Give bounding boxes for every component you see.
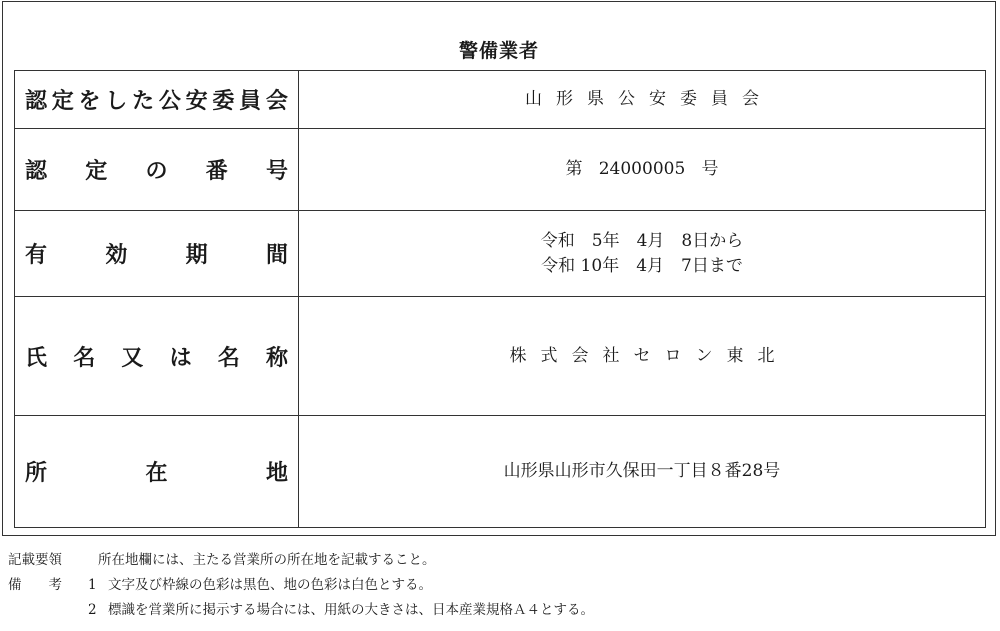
validity-value (299, 229, 985, 279)
note-text: 文字及び枠線の色彩は黒色、地の色彩は白色とする。 (108, 577, 432, 593)
notes-heading-instructions: 記載要領 (8, 552, 62, 568)
row-label-validity: 有 効 期 間 (25, 243, 288, 268)
notes-heading-remarks: 備 考 (8, 577, 62, 593)
value-cell (299, 211, 986, 297)
note-number: 2 (88, 602, 97, 618)
info-table (14, 70, 986, 528)
value-cell (299, 129, 986, 211)
validity-to: 令和 10年 4月 7日まで (541, 255, 743, 276)
note-remark-2 (8, 598, 988, 623)
label-cell (15, 129, 299, 211)
validity-from: 令和 5年 4月 8日から (540, 230, 744, 251)
cert-number: 24000005 (598, 159, 686, 179)
table-row (15, 416, 986, 528)
sign-title: 警備業者 (458, 40, 539, 62)
company-name-value: 株式会社セロン東北 (509, 345, 789, 366)
table-row (15, 297, 986, 416)
label-cell (15, 416, 299, 528)
note-text: 標識を営業所に掲示する場合には、用紙の大きさは、日本産業規格Ａ４とする。 (108, 602, 594, 618)
notes-section (8, 548, 988, 623)
table-row (15, 129, 986, 211)
table-row (15, 71, 986, 129)
label-cell (15, 71, 299, 129)
row-label-name: 氏 名 又 は 名 称 (25, 345, 288, 371)
value-cell (299, 297, 986, 416)
table-row (15, 211, 986, 297)
address-value: 山形県山形市久保田一丁目８番28号 (503, 461, 781, 481)
sign-frame (2, 1, 996, 536)
note-instructions (8, 548, 988, 573)
note-number: 1 (88, 577, 97, 593)
notes-text-instructions: 所在地欄には、主たる営業所の所在地を記載すること。 (98, 552, 436, 568)
note-remark-1 (8, 573, 988, 598)
cert-number-value: 第 24000005 号 (565, 159, 719, 179)
commission-value: 山形県公安委員会 (525, 89, 773, 109)
value-cell (299, 416, 986, 528)
row-label-commission: 認 定 を し た 公 安 委 員 会 (25, 89, 288, 114)
row-label-cert-number: 認 定 の 番 号 (25, 159, 288, 184)
label-cell (15, 211, 299, 297)
row-label-address: 所 在 地 (25, 461, 288, 486)
value-cell (299, 71, 986, 129)
label-cell (15, 297, 299, 416)
